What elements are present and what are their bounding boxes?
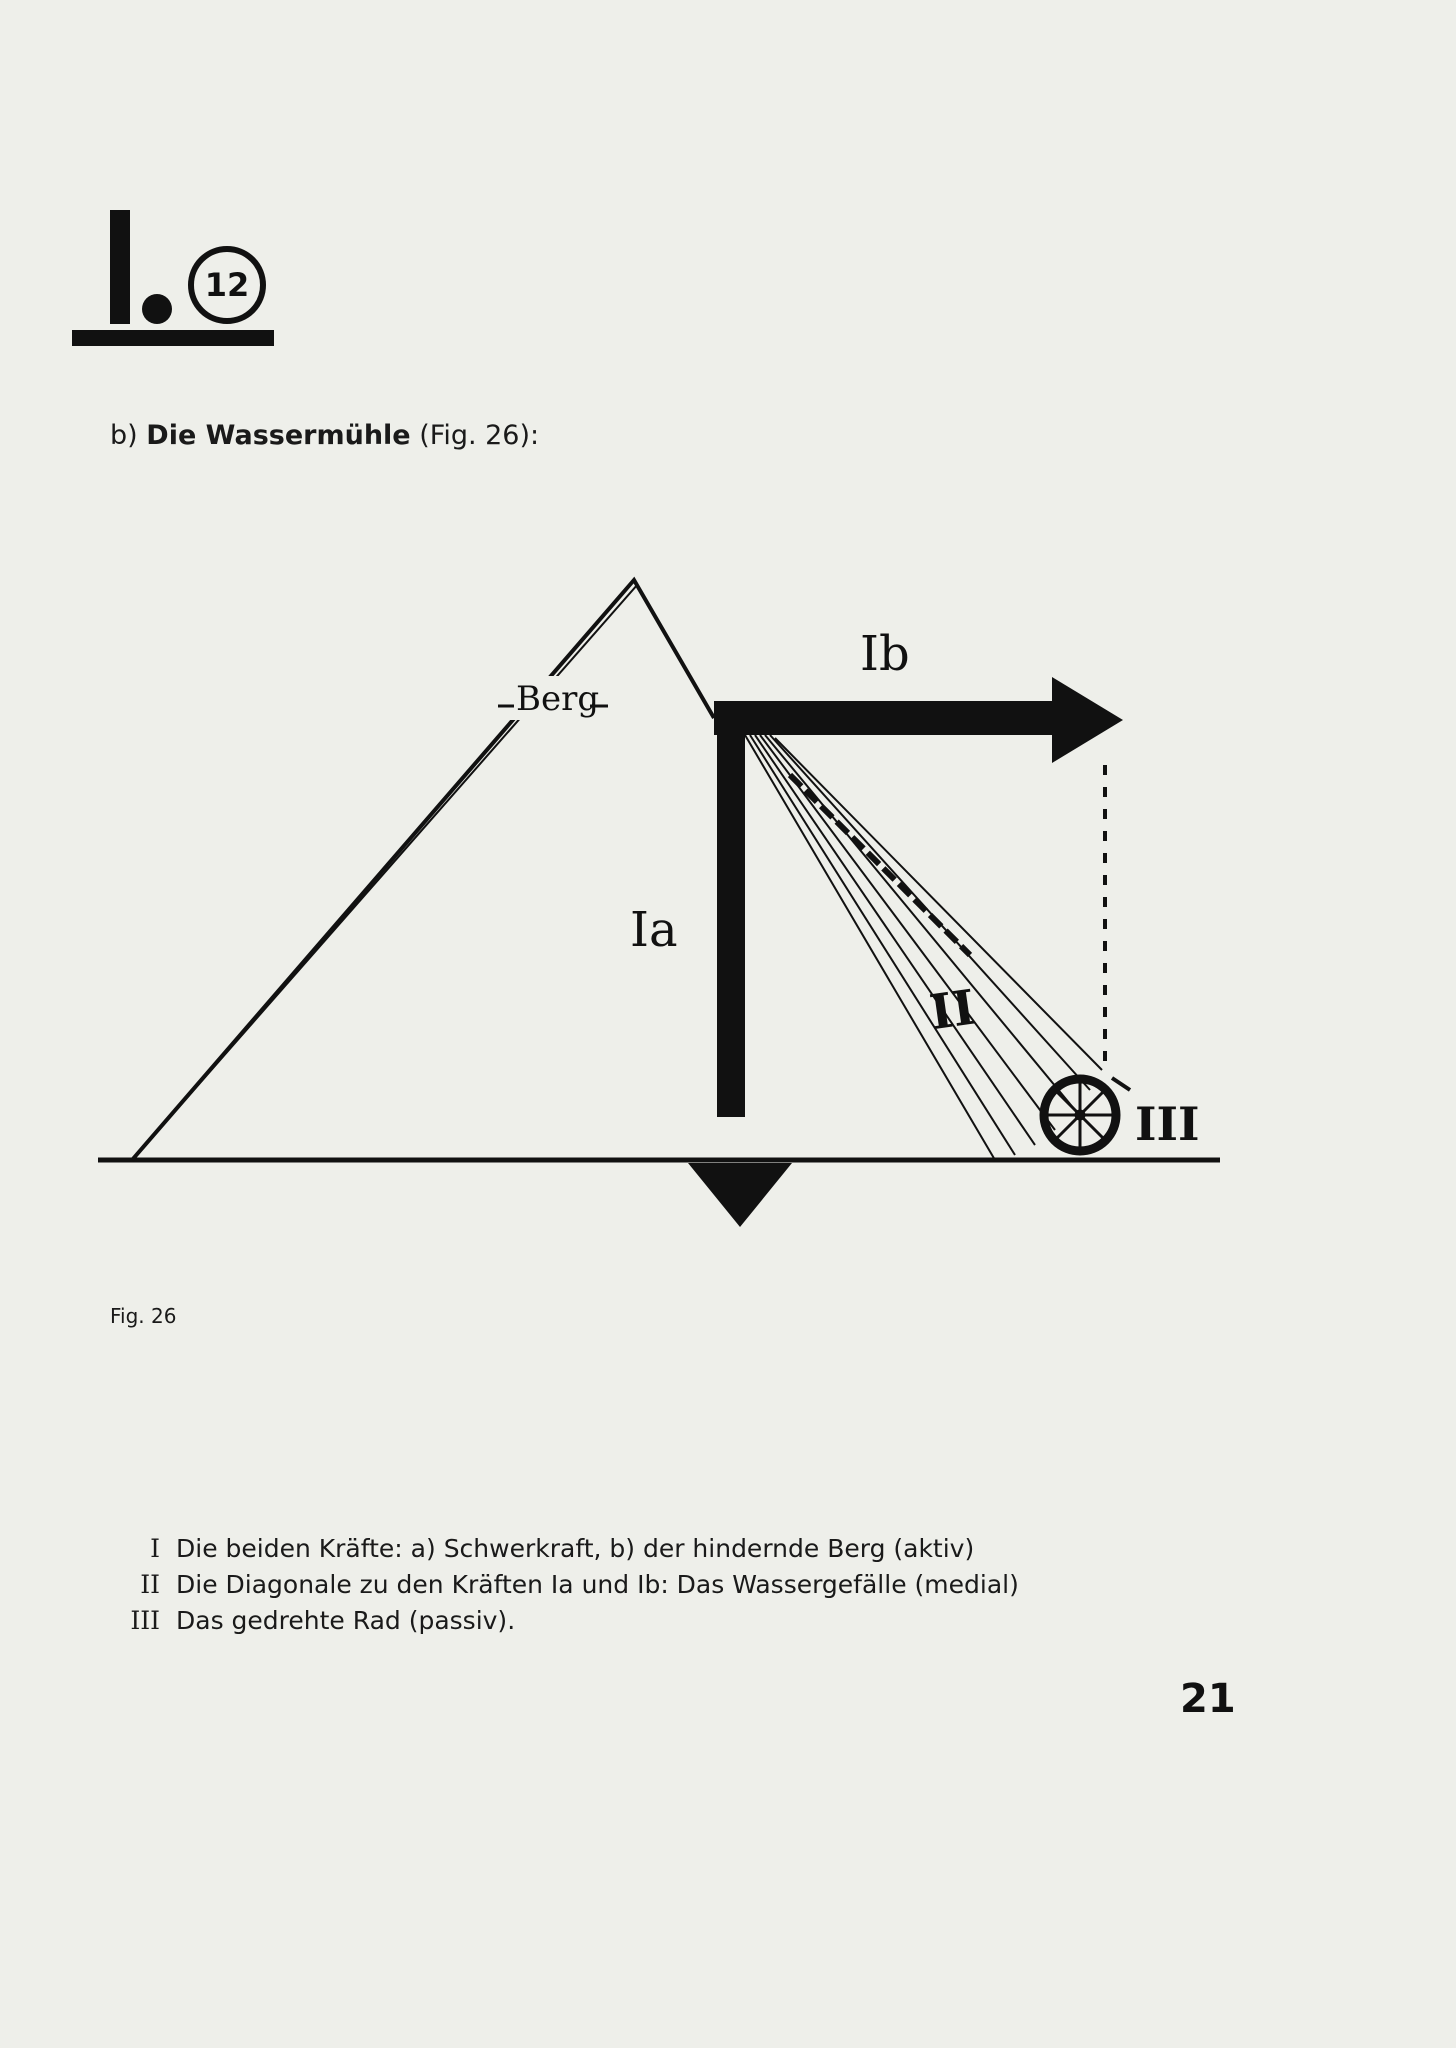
diagonal-label: II bbox=[926, 979, 979, 1042]
chapter-roman-bar bbox=[110, 210, 130, 324]
legend-item bbox=[110, 1570, 1230, 1606]
mountain-label: Berg bbox=[516, 679, 600, 719]
chapter-dot bbox=[142, 294, 172, 324]
legend-item bbox=[110, 1606, 1230, 1642]
legend-text: Die Diagonale zu den Kräften Ia und Ib: Das Wassergefälle (medial) bbox=[176, 1570, 1019, 1599]
force-a-arrowhead bbox=[688, 1163, 792, 1227]
wheel-label: III bbox=[1135, 1097, 1200, 1151]
force-b-shaft bbox=[714, 701, 1052, 735]
water-wheel-icon bbox=[1044, 1078, 1130, 1151]
page-number: 21 bbox=[1180, 1676, 1236, 1722]
chapter-mark bbox=[72, 210, 274, 350]
section-title: Die Wassermühle bbox=[146, 420, 411, 451]
force-a-shaft bbox=[717, 712, 745, 1117]
watermill-diagram bbox=[90, 570, 1240, 1240]
legend-text: Die beiden Kräfte: a) Schwerkraft, b) der hindernde Berg (aktiv) bbox=[176, 1534, 975, 1563]
force-a-label: Ia bbox=[630, 902, 678, 958]
section-prefix: b) bbox=[110, 420, 138, 451]
legend-item bbox=[110, 1534, 1230, 1570]
section-figure-ref: (Fig. 26): bbox=[419, 420, 540, 451]
legend-number: I bbox=[150, 1534, 160, 1563]
mountain-outline bbox=[132, 580, 714, 1160]
legend-number: III bbox=[130, 1606, 160, 1635]
force-b-arrowhead bbox=[1052, 677, 1123, 763]
chapter-base-bar bbox=[72, 330, 274, 346]
chapter-circle-number: 12 bbox=[188, 246, 266, 324]
legend-text: Das gedrehte Rad (passiv). bbox=[176, 1606, 516, 1635]
figure-26 bbox=[90, 570, 1240, 1240]
mountain-edge bbox=[134, 584, 638, 1158]
legend-number: II bbox=[140, 1570, 160, 1599]
figure-legend bbox=[110, 1534, 1230, 1642]
figure-caption: Fig. 26 bbox=[110, 1304, 177, 1328]
section-heading bbox=[110, 420, 539, 451]
force-b-label: Ib bbox=[860, 626, 910, 682]
